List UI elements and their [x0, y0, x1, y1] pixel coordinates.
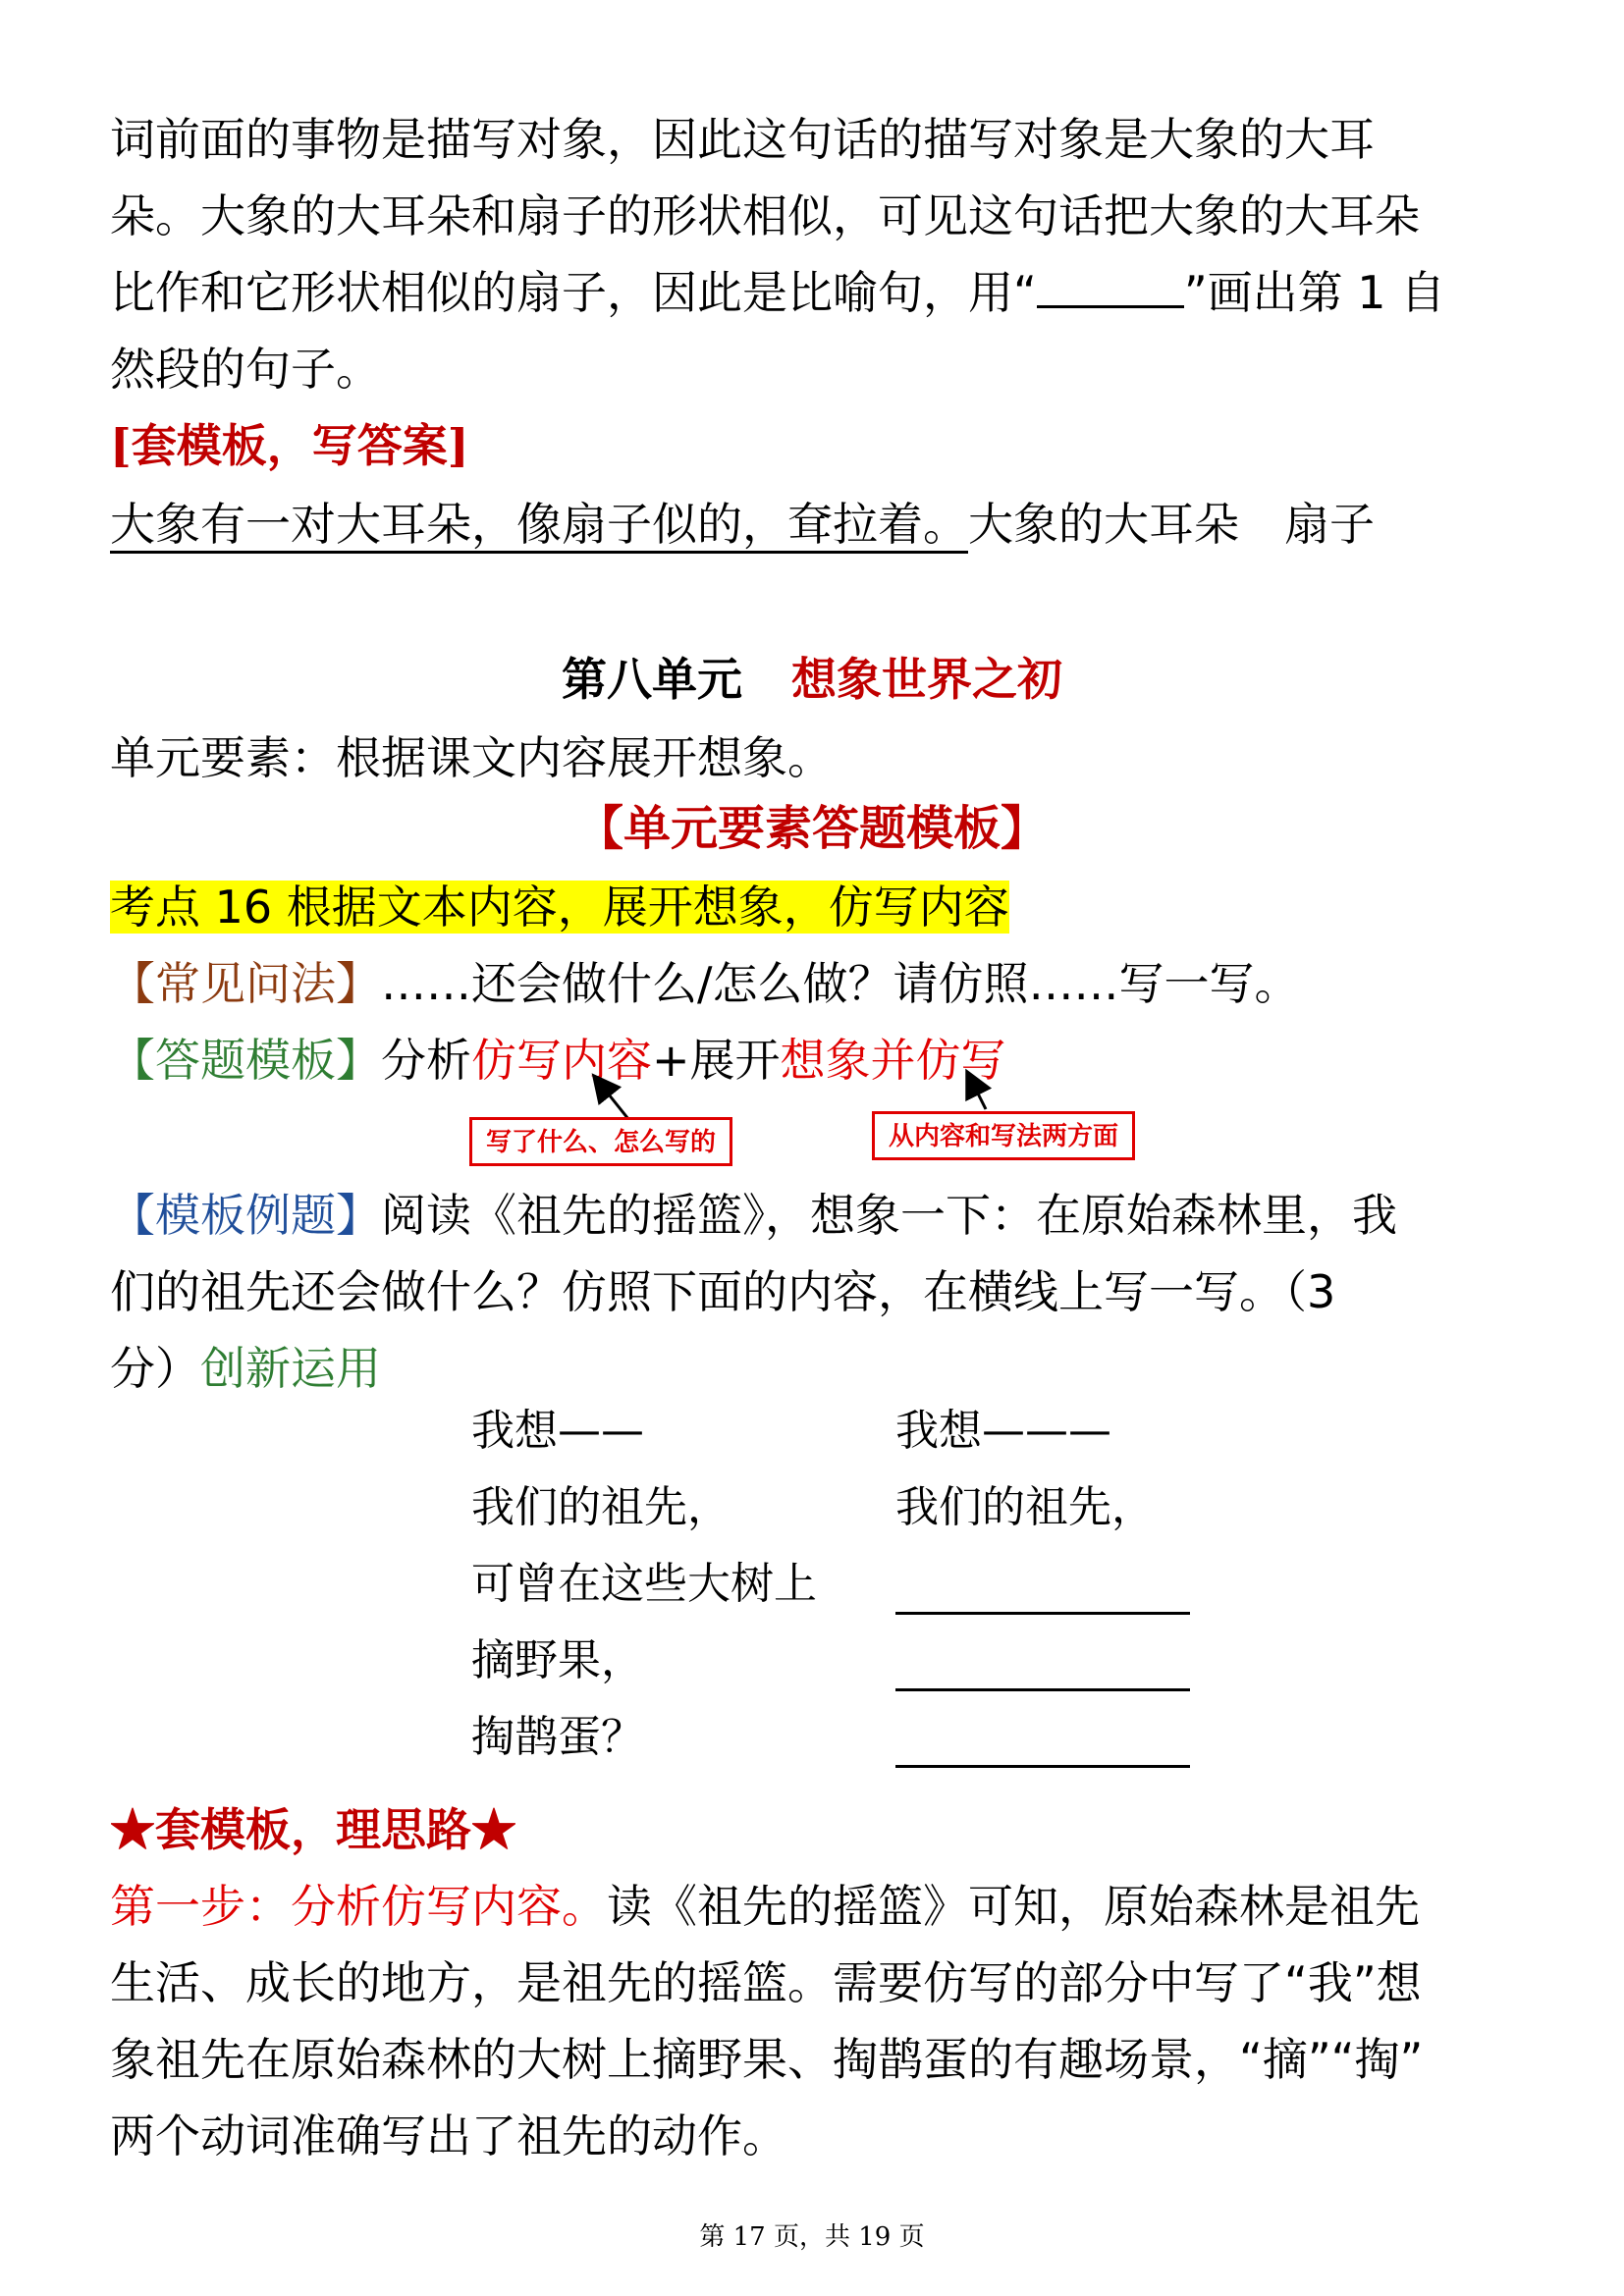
- poem-right-2: 我们的祖先，: [895, 1482, 1155, 1532]
- intro-line-3-start: 比作和它形状相似的扇子，因此是比喻句，用“: [110, 266, 1037, 319]
- poem-left-2: 我们的祖先，: [471, 1482, 731, 1532]
- point-text: 考点 16 根据文本内容，展开想象，仿写内容: [110, 881, 1009, 934]
- answer-template-part2: 仿写内容: [471, 1034, 652, 1087]
- example-line-2: 们的祖先还会做什么？仿照下面的内容，在横线上写一写。（3: [110, 1265, 1336, 1318]
- step1-line-2: 生活、成长的地方，是祖先的摇篮。需要仿写的部分中写了“我”想: [110, 1956, 1422, 2009]
- common-question-label: 【常见问法】: [110, 957, 381, 1010]
- poem-left-4: 摘野果，: [471, 1635, 644, 1685]
- intro-line-4: 然段的句子。: [110, 343, 381, 396]
- poem-right-1: 我想———: [895, 1406, 1111, 1456]
- note-left: 写了什么、怎么写的: [469, 1117, 732, 1166]
- answer-rest: 大象的大耳朵 扇子: [968, 498, 1375, 551]
- note-right: 从内容和写法两方面: [872, 1111, 1135, 1160]
- answer-line-1[interactable]: [895, 1612, 1190, 1615]
- unit-element: 单元要素：根据课文内容展开想象。: [110, 731, 833, 784]
- page-footer: 第 17 页，共 19 页: [699, 2222, 925, 2252]
- template-heading: [套模板，写答案]: [110, 419, 469, 472]
- step1-line-1-text: 读《祖先的摇篮》可知，原始森林是祖先: [607, 1880, 1420, 1933]
- answer-line-2[interactable]: [895, 1688, 1190, 1691]
- example-line-3-text: 分）: [110, 1342, 200, 1395]
- example-label: 【模板例题】: [110, 1189, 381, 1242]
- answer-template-label: 【答题模板】: [110, 1034, 381, 1087]
- intro-line-3-end: ”画出第 1 自: [1183, 266, 1446, 319]
- step1-line-3: 象祖先在原始森林的大树上摘野果、掏鹊蛋的有趣场景，“摘”“掏”: [110, 2033, 1424, 2086]
- common-question-text: ……还会做什么/怎么做？请仿照……写一写。: [381, 957, 1300, 1010]
- poem-left-5: 掏鹊蛋？: [471, 1712, 644, 1762]
- intro-line-1: 词前面的事物是描写对象，因此这句话的描写对象是大象的大耳: [110, 113, 1375, 166]
- step1-label: 第一步：分析仿写内容。: [110, 1880, 607, 1933]
- arrow-right: [972, 1082, 986, 1109]
- answer-template-part3: +展开: [652, 1034, 781, 1087]
- example-line-1: [110, 1178, 1397, 1253]
- arrow-left: [601, 1085, 628, 1119]
- intro-line-2: 朵。大象的大耳朵和扇子的形状相似，可见这句话把大象的大耳朵: [110, 189, 1420, 242]
- unit-template-title: 【单元要素答题模板】: [575, 801, 1048, 856]
- step1-line-4: 两个动词准确写出了祖先的动作。: [110, 2109, 787, 2163]
- answer-template-part1: 分析: [381, 1034, 471, 1087]
- unit-subtitle: 想象世界之初: [791, 653, 1062, 706]
- answer-template-part4: 想象并仿写: [780, 1034, 1006, 1087]
- answer-line-3[interactable]: [895, 1765, 1190, 1768]
- poem-left-1: 我想——: [471, 1406, 644, 1456]
- example-line-3: [110, 1331, 381, 1406]
- unit-title-text: 第八单元: [562, 653, 742, 706]
- poem-left-3: 可曾在这些大树上: [471, 1559, 817, 1609]
- example-line-1-text: 阅读《祖先的摇篮》，想象一下：在原始森林里，我: [381, 1189, 1397, 1242]
- example-tag: 创新运用: [200, 1342, 381, 1395]
- answer-underlined: 大象有一对大耳朵，像扇子似的，耷拉着。: [110, 498, 968, 554]
- step1-line-1: [110, 1869, 1420, 1944]
- steps-heading: ★套模板，理思路★: [110, 1803, 516, 1856]
